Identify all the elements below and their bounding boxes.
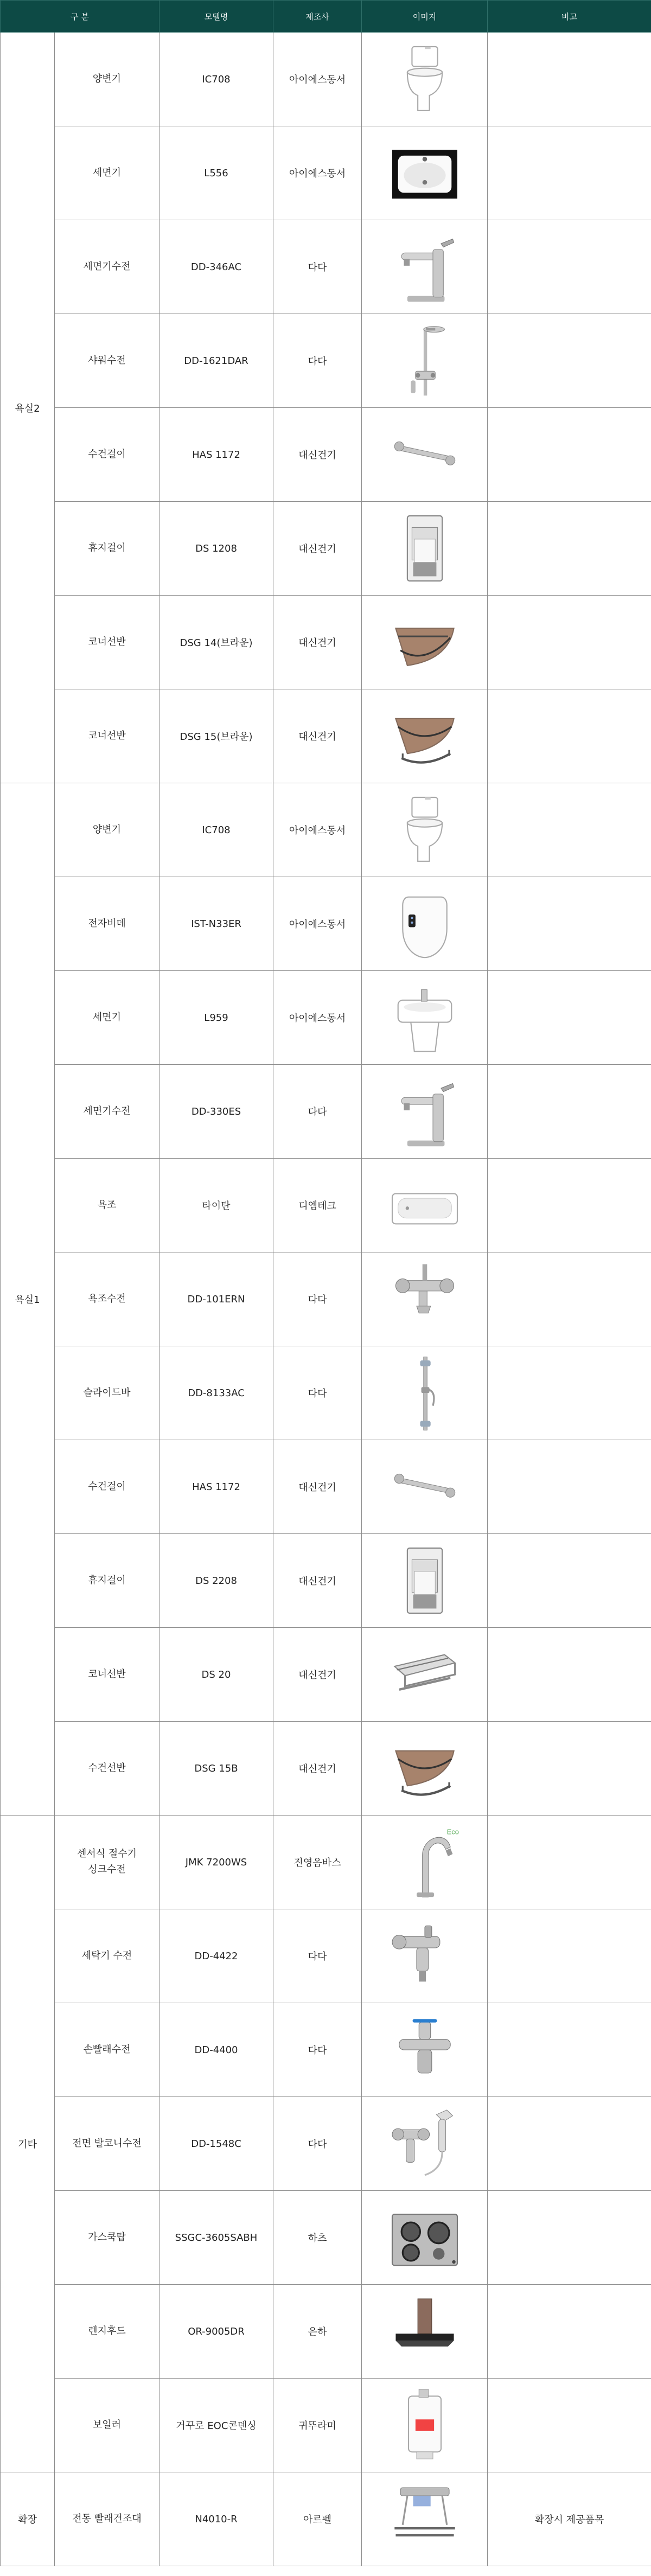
group-label: 욕실1 xyxy=(1,783,55,1816)
note-cell xyxy=(488,783,651,877)
item-name xyxy=(55,2191,159,2285)
maker-cell: 아르펠 xyxy=(273,2472,362,2566)
table-row xyxy=(1,314,651,408)
model-cell: DD-330ES xyxy=(159,1065,273,1159)
maker-cell: 대신건기 xyxy=(273,689,362,783)
maker-cell: 대신건기 xyxy=(273,1722,362,1816)
item-name-text: 보일러 xyxy=(92,2419,122,2431)
item-name xyxy=(55,2003,159,2097)
towel-rack-icon xyxy=(387,1634,463,1715)
item-name-text: 전면 발코니수전 xyxy=(72,2137,142,2149)
item-name-text: 가스쿡탑 xyxy=(88,2231,126,2243)
model-cell: IC708 xyxy=(159,33,273,126)
item-name xyxy=(55,502,159,596)
note-cell xyxy=(488,1346,651,1440)
maker-cell: 대신건기 xyxy=(273,596,362,689)
item-name-text: 욕조 xyxy=(97,1199,117,1211)
product-image xyxy=(362,2379,488,2472)
product-image xyxy=(362,126,488,220)
note-cell xyxy=(488,1722,651,1816)
paper-holder-icon xyxy=(387,508,463,589)
note-cell xyxy=(488,314,651,408)
item-name-text: 수건선반 xyxy=(88,1762,126,1774)
svg-text:Eco: Eco xyxy=(446,1827,459,1836)
maker-cell: 다다 xyxy=(273,220,362,314)
gas-cooktop-icon xyxy=(387,2197,463,2278)
maker-cell: 다다 xyxy=(273,2097,362,2191)
item-name-text: 세면기수전 xyxy=(83,260,131,272)
item-name xyxy=(55,1628,159,1722)
toilet-icon xyxy=(387,789,463,871)
product-image xyxy=(362,1159,488,1252)
model-cell: SSGC-3605SABH xyxy=(159,2191,273,2285)
item-name xyxy=(55,1065,159,1159)
model-cell: HAS 1172 xyxy=(159,408,273,502)
model-cell: DD-8133AC xyxy=(159,1346,273,1440)
item-name-text: 슬라이드바 xyxy=(83,1386,131,1398)
item-name xyxy=(55,877,159,971)
note-cell xyxy=(488,408,651,502)
table-row xyxy=(1,2285,651,2379)
header-maker: 제조사 xyxy=(273,1,362,33)
table-row xyxy=(1,971,651,1065)
table-row xyxy=(1,1909,651,2003)
bath-faucet-icon xyxy=(387,1258,463,1340)
note-cell: 확장시 제공품목 xyxy=(488,2472,651,2566)
model-cell: 타이탄 xyxy=(159,1159,273,1252)
corner-shelf-icon xyxy=(387,602,463,683)
item-name-text: 세면기 xyxy=(92,1011,122,1023)
note-cell xyxy=(488,877,651,971)
item-name-text: 센서식 절수기 싱크수전 xyxy=(76,1848,137,1875)
model-cell: DD-1621DAR xyxy=(159,314,273,408)
product-image xyxy=(362,971,488,1065)
maker-cell: 아이에스동서 xyxy=(273,971,362,1065)
product-image xyxy=(362,2472,488,2566)
item-name-text: 전동 빨래건조대 xyxy=(72,2513,142,2524)
maker-cell: 은하 xyxy=(273,2285,362,2379)
product-image xyxy=(362,1816,488,1909)
item-name xyxy=(55,126,159,220)
item-name xyxy=(55,220,159,314)
item-name-text: 렌지후드 xyxy=(88,2325,126,2337)
note-cell xyxy=(488,1065,651,1159)
bathtub-icon xyxy=(387,1165,463,1246)
item-name-text: 손빨래수전 xyxy=(83,2043,131,2055)
pedestal-basin-icon xyxy=(387,977,463,1058)
corner-shelf-rail-icon xyxy=(387,1728,463,1809)
model-cell: N4010-R xyxy=(159,2472,273,2566)
item-name-text: 수건걸이 xyxy=(88,1480,126,1492)
item-name xyxy=(55,314,159,408)
note-cell xyxy=(488,689,651,783)
item-name-text: 전자비데 xyxy=(88,917,126,929)
item-name-text: 코너선반 xyxy=(88,730,126,742)
item-name-text: 양변기 xyxy=(92,823,122,835)
maker-cell: 아이에스동서 xyxy=(273,877,362,971)
model-cell: IST-N33ER xyxy=(159,877,273,971)
towel-bar-icon xyxy=(387,414,463,495)
model-cell: L959 xyxy=(159,971,273,1065)
maker-cell: 다다 xyxy=(273,1065,362,1159)
header-note: 비고 xyxy=(488,1,651,33)
product-image xyxy=(362,220,488,314)
product-image xyxy=(362,1065,488,1159)
washer-tap-icon xyxy=(387,1915,463,1997)
item-name xyxy=(55,33,159,126)
note-cell xyxy=(488,1628,651,1722)
table-row xyxy=(1,126,651,220)
item-name-text: 세면기수전 xyxy=(83,1105,131,1117)
note-cell xyxy=(488,1159,651,1252)
product-image xyxy=(362,1722,488,1816)
basin-faucet-icon xyxy=(387,1071,463,1152)
product-image xyxy=(362,783,488,877)
model-cell: IC708 xyxy=(159,783,273,877)
item-name xyxy=(55,689,159,783)
maker-cell: 대신건기 xyxy=(273,502,362,596)
maker-cell: 다다 xyxy=(273,1346,362,1440)
item-name xyxy=(55,1816,159,1909)
table-row xyxy=(1,1534,651,1628)
maker-cell: 아이에스동서 xyxy=(273,126,362,220)
model-cell: DS 2208 xyxy=(159,1534,273,1628)
product-image xyxy=(362,2097,488,2191)
maker-cell: 아이에스동서 xyxy=(273,783,362,877)
balcony-tap-icon xyxy=(387,2103,463,2184)
maker-cell: 다다 xyxy=(273,1909,362,2003)
maker-cell: 다다 xyxy=(273,2003,362,2097)
item-name xyxy=(55,2472,159,2566)
table-row xyxy=(1,2191,651,2285)
item-name xyxy=(55,971,159,1065)
table-row xyxy=(1,1252,651,1346)
note-cell xyxy=(488,596,651,689)
product-image xyxy=(362,408,488,502)
model-cell: L556 xyxy=(159,126,273,220)
sink-faucet-icon xyxy=(387,1821,463,1903)
table-row xyxy=(1,1816,651,1909)
item-name-text: 코너선반 xyxy=(88,636,126,648)
model-cell: HAS 1172 xyxy=(159,1440,273,1534)
note-cell xyxy=(488,2097,651,2191)
product-image xyxy=(362,1534,488,1628)
item-name-text: 수건걸이 xyxy=(88,448,126,460)
maker-cell: 다다 xyxy=(273,1252,362,1346)
maker-cell: 대신건기 xyxy=(273,1440,362,1534)
boiler-icon xyxy=(387,2385,463,2466)
model-cell: DD-101ERN xyxy=(159,1252,273,1346)
header-model: 모델명 xyxy=(159,1,273,33)
towel-bar-icon xyxy=(387,1446,463,1527)
note-cell xyxy=(488,220,651,314)
header-category: 구 분 xyxy=(1,1,159,33)
table-row xyxy=(1,1628,651,1722)
table-row xyxy=(1,1159,651,1252)
maker-cell: 대신건기 xyxy=(273,1628,362,1722)
note-cell xyxy=(488,1909,651,2003)
item-name-text: 코너선반 xyxy=(88,1668,126,1680)
group-label: 욕실2 xyxy=(1,33,55,783)
model-cell: 거꾸로 EOC콘덴싱 xyxy=(159,2379,273,2472)
note-cell xyxy=(488,1252,651,1346)
model-cell: OR-9005DR xyxy=(159,2285,273,2379)
note-cell xyxy=(488,2191,651,2285)
note-cell xyxy=(488,2285,651,2379)
paper-holder-icon xyxy=(387,1540,463,1621)
maker-cell: 아이에스동서 xyxy=(273,33,362,126)
note-cell xyxy=(488,1534,651,1628)
model-cell: DS 1208 xyxy=(159,502,273,596)
wall-tap-icon xyxy=(387,2009,463,2091)
maker-cell: 대신건기 xyxy=(273,408,362,502)
item-name-text: 세탁기 수전 xyxy=(81,1949,132,1961)
product-image xyxy=(362,1628,488,1722)
item-name xyxy=(55,1440,159,1534)
corner-shelf-rail-icon xyxy=(387,695,463,777)
table-row xyxy=(1,783,651,877)
table-row xyxy=(1,877,651,971)
model-cell: DSG 15(브라운) xyxy=(159,689,273,783)
basin-icon xyxy=(387,132,463,214)
item-name-text: 욕조수전 xyxy=(88,1293,126,1305)
item-name xyxy=(55,1159,159,1252)
note-cell xyxy=(488,502,651,596)
range-hood-icon xyxy=(387,2291,463,2372)
model-cell: DD-4422 xyxy=(159,1909,273,2003)
note-cell xyxy=(488,2379,651,2472)
maker-cell: 대신건기 xyxy=(273,1534,362,1628)
table-row xyxy=(1,2379,651,2472)
model-cell: JMK 7200WS xyxy=(159,1816,273,1909)
product-image xyxy=(362,1440,488,1534)
item-name xyxy=(55,1909,159,2003)
table-row xyxy=(1,2472,651,2566)
group-label: 확장 xyxy=(1,2472,55,2566)
table-row xyxy=(1,1346,651,1440)
group-label: 기타 xyxy=(1,1816,55,2472)
item-name xyxy=(55,408,159,502)
item-name-text: 휴지걸이 xyxy=(88,1574,126,1586)
table-row xyxy=(1,1065,651,1159)
note-cell xyxy=(488,126,651,220)
product-image xyxy=(362,1909,488,2003)
product-image xyxy=(362,2285,488,2379)
item-name xyxy=(55,2097,159,2191)
model-cell: DSG 14(브라운) xyxy=(159,596,273,689)
table-row xyxy=(1,596,651,689)
note-cell xyxy=(488,2003,651,2097)
note-cell xyxy=(488,33,651,126)
table-row xyxy=(1,689,651,783)
model-cell: DS 20 xyxy=(159,1628,273,1722)
product-image xyxy=(362,1252,488,1346)
item-name xyxy=(55,1346,159,1440)
basin-faucet-icon xyxy=(387,226,463,308)
table-row xyxy=(1,220,651,314)
table-row xyxy=(1,1722,651,1816)
header-image: 이미지 xyxy=(362,1,488,33)
table-row xyxy=(1,1440,651,1534)
model-cell: DSG 15B xyxy=(159,1722,273,1816)
product-image xyxy=(362,689,488,783)
item-name xyxy=(55,2379,159,2472)
maker-cell: 하츠 xyxy=(273,2191,362,2285)
toilet-icon xyxy=(387,39,463,120)
shower-set-icon xyxy=(387,320,463,401)
table-row xyxy=(1,33,651,126)
item-name-text: 휴지걸이 xyxy=(88,542,126,554)
product-image xyxy=(362,596,488,689)
product-image xyxy=(362,502,488,596)
maker-cell: 진영음바스 xyxy=(273,1816,362,1909)
bidet-icon xyxy=(387,883,463,964)
product-image xyxy=(362,314,488,408)
drying-rack-icon xyxy=(387,2478,463,2560)
item-name xyxy=(55,1252,159,1346)
item-name-text: 세면기 xyxy=(92,167,122,178)
item-name xyxy=(55,596,159,689)
item-name xyxy=(55,1722,159,1816)
product-image xyxy=(362,877,488,971)
item-name xyxy=(55,2285,159,2379)
product-image xyxy=(362,2003,488,2097)
model-cell: DD-4400 xyxy=(159,2003,273,2097)
item-name-text: 양변기 xyxy=(92,73,122,85)
item-name xyxy=(55,783,159,877)
maker-cell: 다다 xyxy=(273,314,362,408)
note-cell xyxy=(488,1816,651,1909)
product-image xyxy=(362,33,488,126)
note-cell xyxy=(488,1440,651,1534)
item-name xyxy=(55,1534,159,1628)
product-image xyxy=(362,1346,488,1440)
model-cell: DD-346AC xyxy=(159,220,273,314)
maker-cell: 귀뚜라미 xyxy=(273,2379,362,2472)
table-header xyxy=(1,1,651,33)
table-row xyxy=(1,502,651,596)
slide-bar-icon xyxy=(387,1352,463,1434)
model-cell: DD-1548C xyxy=(159,2097,273,2191)
table-row xyxy=(1,2003,651,2097)
item-name-text: 샤워수전 xyxy=(88,354,126,366)
table-row xyxy=(1,2097,651,2191)
maker-cell: 디엠테크 xyxy=(273,1159,362,1252)
product-image xyxy=(362,2191,488,2285)
table-row xyxy=(1,408,651,502)
note-cell xyxy=(488,971,651,1065)
